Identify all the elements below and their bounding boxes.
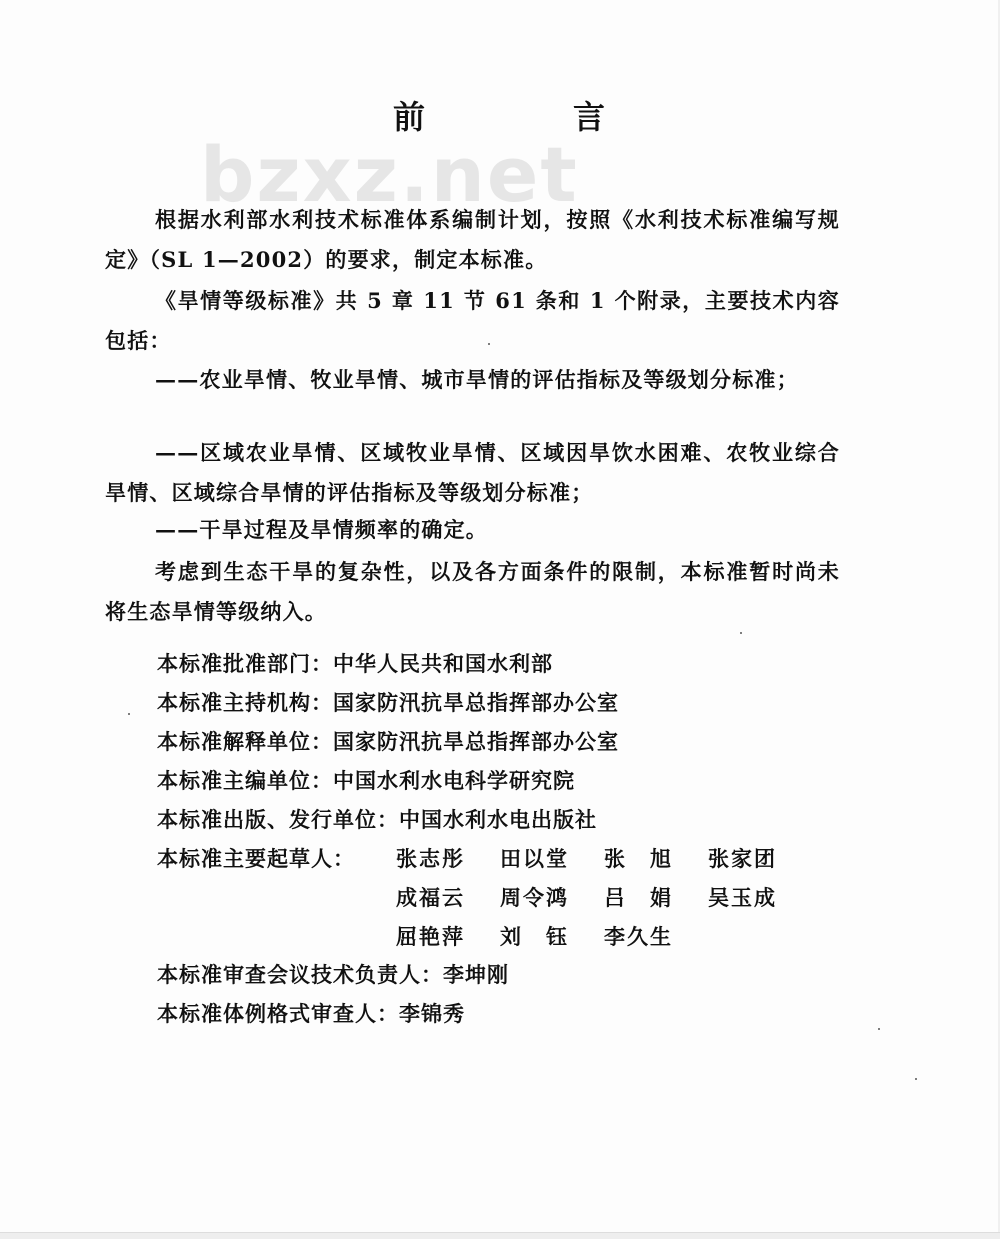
info-line-host — [157, 683, 619, 723]
info-label: 本标准出版、发行单位： — [157, 807, 399, 832]
info-line-interpretation — [157, 722, 619, 762]
drafter-name: 田以堂 — [500, 846, 569, 871]
drafter-name: 吕 娟 — [604, 885, 673, 910]
scan-speck — [740, 632, 742, 634]
drafter-name: 刘 钰 — [500, 924, 569, 949]
drafter-name: 周令鸿 — [500, 885, 569, 910]
info-line-publisher — [157, 800, 597, 840]
drafter-name: 成福云 — [396, 885, 465, 910]
info-value: 中华人民共和国水利部 — [333, 651, 553, 676]
paragraph-3: ——农业旱情、牧业旱情、城市旱情的评估指标及等级划分标准； — [155, 367, 799, 392]
drafter-name: 张家团 — [708, 846, 777, 871]
paragraph-2: 《旱情等级标准》共 5 章 11 节 61 条和 1 个附录，主要技术内容包括： — [105, 288, 840, 353]
info-label: 本标准主持机构： — [157, 690, 333, 715]
drafters-label: 本标准主要起草人： — [157, 846, 355, 871]
scan-speck — [915, 1078, 917, 1080]
review-line-technical — [157, 955, 509, 995]
info-value: 中国水利水电科学研究院 — [333, 768, 575, 793]
drafter-name: 李久生 — [604, 924, 673, 949]
page-edge-bottom — [0, 1232, 1000, 1239]
scan-speck — [878, 1028, 880, 1030]
review-value: 李锦秀 — [399, 1001, 465, 1026]
info-label: 本标准批准部门： — [157, 651, 333, 676]
info-label: 本标准解释单位： — [157, 729, 333, 754]
info-line-approval — [157, 644, 553, 684]
info-value: 中国水利水电出版社 — [399, 807, 597, 832]
paragraph-4: ——区域农业旱情、区域牧业旱情、区域因旱饮水困难、农牧业综合旱情、区域综合旱情的评估指标及等级划分标准； — [105, 440, 840, 505]
review-value: 李坤刚 — [443, 962, 509, 987]
watermark: bzxz.net — [200, 130, 579, 219]
drafter-name: 屈艳萍 — [396, 924, 465, 949]
paragraph-5: ——干旱过程及旱情频率的确定。 — [155, 517, 488, 542]
paragraph-1: 根据水利部水利技术标准体系编制计划，按照《水利技术标准编写规定》（SL 1—2002）的要求，制定本标准。 — [105, 207, 840, 272]
scan-speck — [128, 713, 130, 715]
page-title: 前 言 — [392, 98, 663, 136]
drafter-name: 张 旭 — [604, 846, 673, 871]
info-value: 国家防汛抗旱总指挥部办公室 — [333, 729, 619, 754]
info-label: 本标准主编单位： — [157, 768, 333, 793]
paragraph-6: 考虑到生态干旱的复杂性，以及各方面条件的限制，本标准暂时尚未将生态旱情等级纳入。 — [105, 559, 840, 624]
drafter-name: 张志彤 — [396, 846, 465, 871]
info-value: 国家防汛抗旱总指挥部办公室 — [333, 690, 619, 715]
drafter-name: 吴玉成 — [708, 885, 777, 910]
scan-speck — [488, 343, 490, 345]
review-label: 本标准体例格式审查人： — [157, 1001, 399, 1026]
info-line-chief-editor — [157, 761, 575, 801]
review-line-format — [157, 994, 465, 1034]
review-label: 本标准审查会议技术负责人： — [157, 962, 443, 987]
